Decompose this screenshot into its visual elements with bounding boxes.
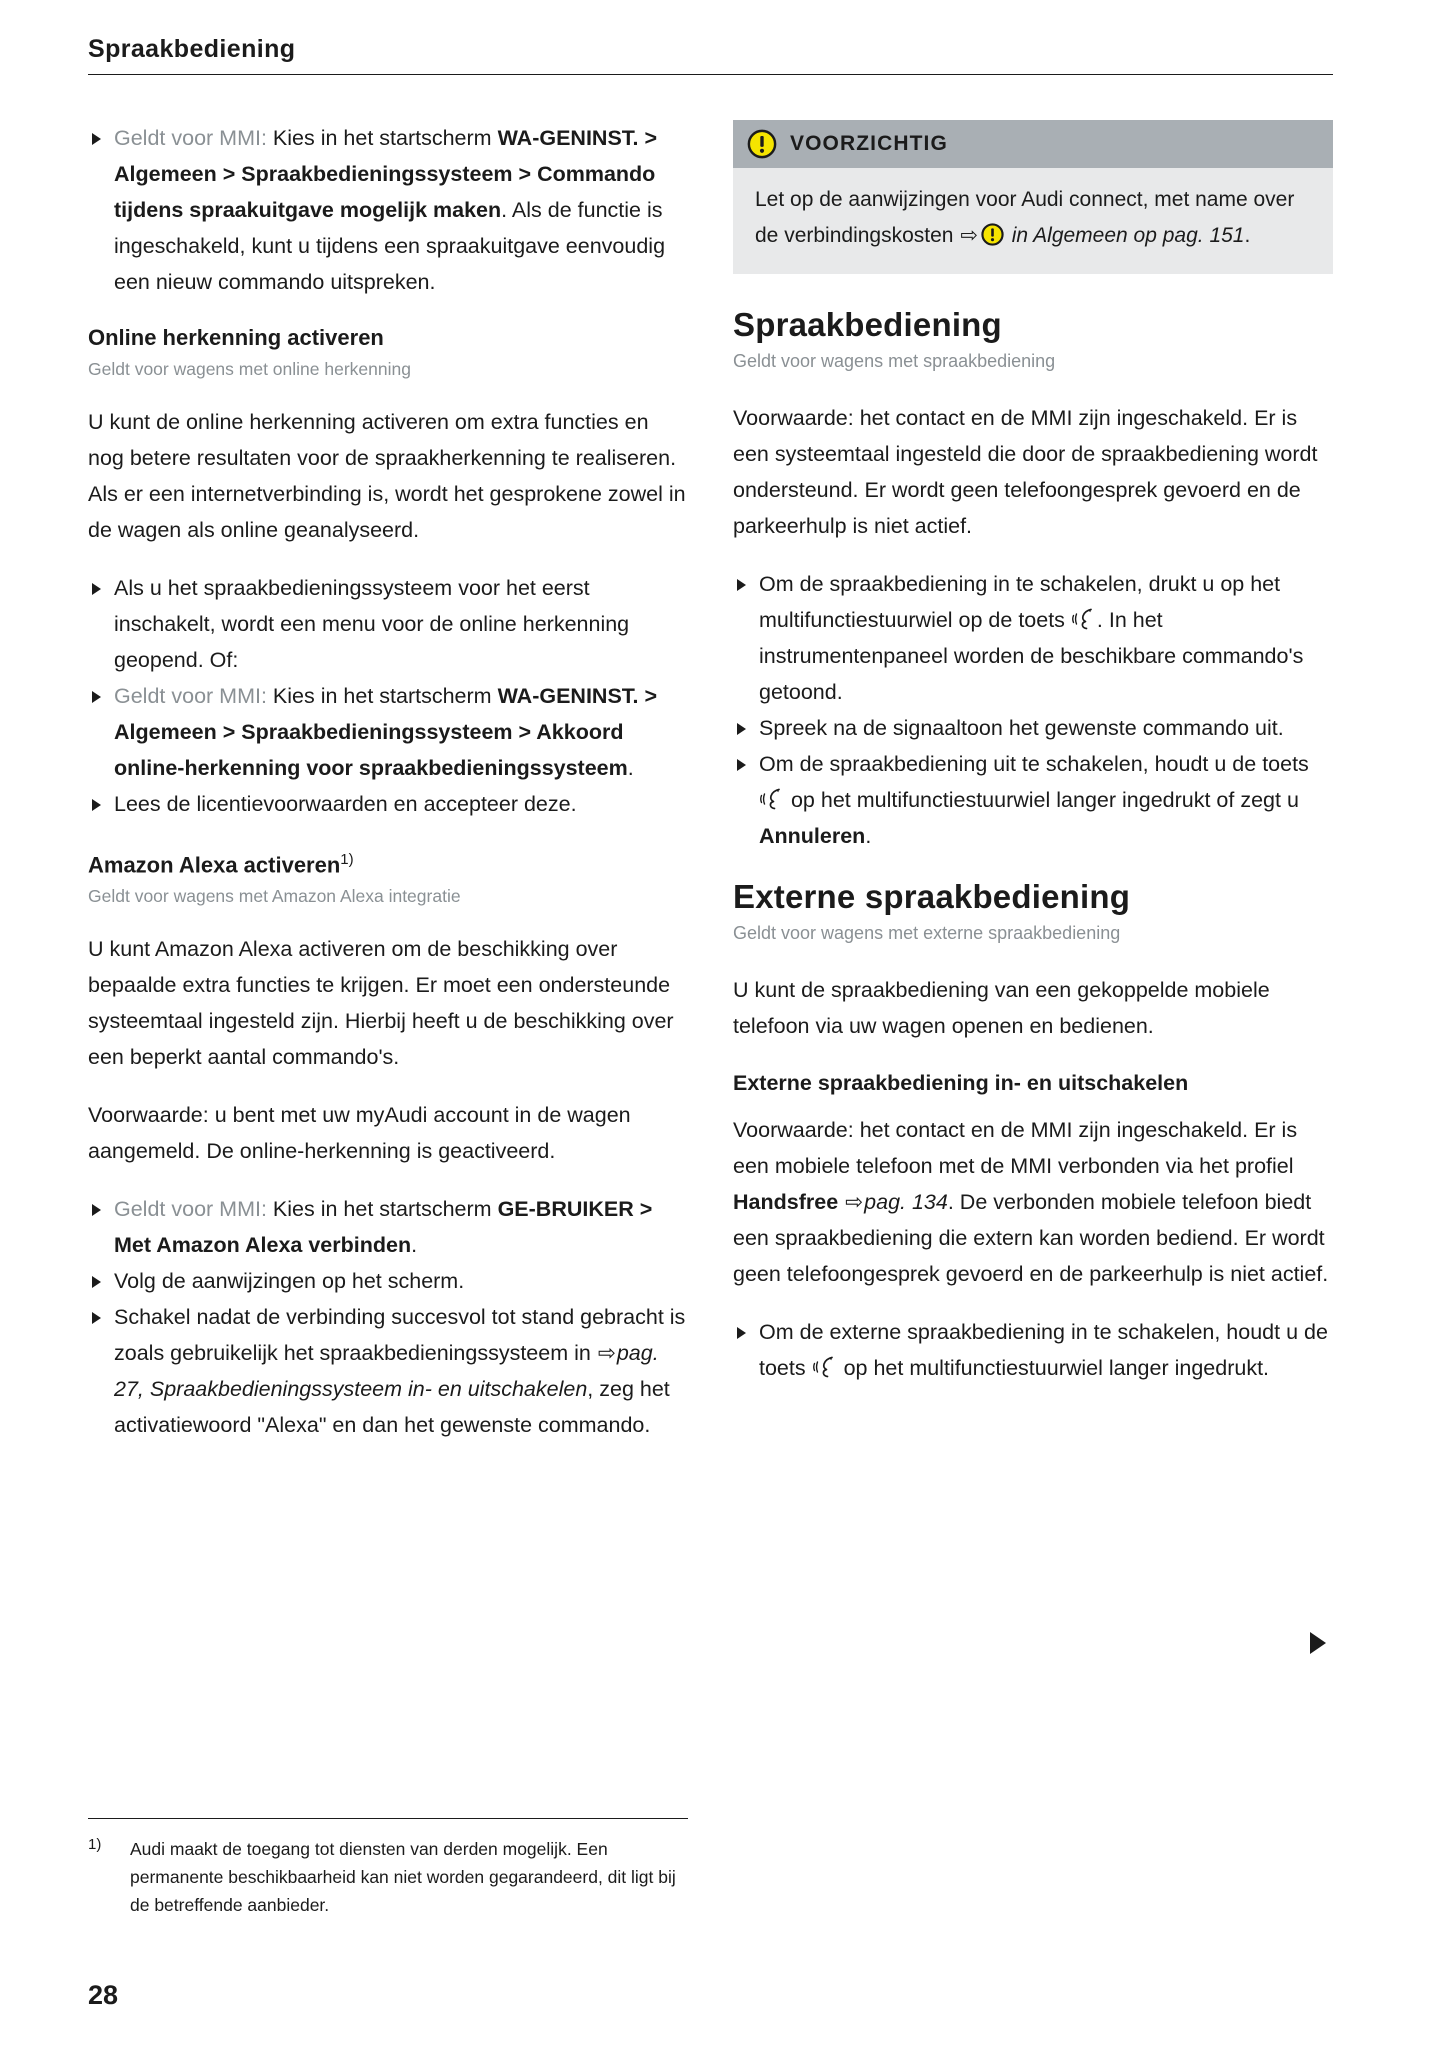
external-bullet-list bbox=[733, 1314, 1333, 1386]
bullet-text-tail: , zeg het activatiewoord "Alexa" en dan het gewenste commando. bbox=[114, 1377, 670, 1438]
footnote-area bbox=[88, 1818, 688, 1919]
list-item bbox=[88, 120, 688, 300]
caution-reference-italic: in Algemeen op pag. 151 bbox=[1005, 224, 1245, 247]
voice-control-key-icon bbox=[812, 1355, 838, 1379]
caution-text: Let op de aanwijzingen voor Audi connect, met name over de verbindingskosten bbox=[755, 188, 1295, 247]
bullet-text-tail: . bbox=[411, 1233, 418, 1258]
bullet-text: Om de externe spraakbediening in te schakelen, houdt u de toets bbox=[759, 1320, 1328, 1380]
list-item bbox=[733, 1314, 1333, 1386]
caution-box-header bbox=[733, 120, 1333, 168]
section-subheading-externe-spraakbediening: Geldt voor wagens met externe spraakbediening bbox=[733, 923, 1121, 943]
bullet-text: Spreek na de signaaltoon het gewenste commando uit. bbox=[759, 716, 1284, 740]
list-item bbox=[88, 1191, 688, 1263]
menu-path-4: Akkoord online-herkenning voor spraakbedieningssysteem bbox=[114, 720, 628, 780]
cross-reference-target: pag. 134 bbox=[864, 1190, 948, 1214]
left-column bbox=[88, 120, 688, 1465]
mmi-top-bullet-list bbox=[88, 120, 688, 300]
bullet-triangle-icon bbox=[92, 1204, 101, 1216]
menu-path-2: Met Amazon Alexa verbinden bbox=[114, 1233, 412, 1258]
condition-label: Geldt voor MMI: bbox=[114, 684, 267, 708]
bullet-text: Lees de licentievoorwaarden en accepteer deze. bbox=[114, 792, 577, 816]
menu-path-4: Commando tijdens spraakuitgave mogelijk maken bbox=[114, 162, 656, 222]
section-heading-externe-spraakbediening: Externe spraakbediening bbox=[733, 878, 1131, 915]
bullet-text-tail: . bbox=[865, 824, 872, 848]
section-heading-spraakbediening: Spraakbediening bbox=[733, 306, 1002, 343]
warning-exclamation-icon bbox=[981, 223, 1004, 246]
menu-sep-1: > bbox=[633, 1197, 653, 1222]
voice-control-key-icon bbox=[1071, 607, 1097, 631]
list-item bbox=[88, 678, 688, 786]
bullet-triangle-icon bbox=[92, 691, 101, 703]
alexa-heading-text: Amazon Alexa activeren bbox=[88, 852, 341, 878]
page-number: 28 bbox=[88, 1980, 119, 2010]
list-item bbox=[88, 570, 688, 678]
cross-reference-arrow-icon: ⇨ bbox=[597, 1341, 616, 1366]
alexa-paragraph-1: U kunt Amazon Alexa activeren om de beschikking over bepaalde extra functies te krijgen. Er moet een ondersteunde systeemtaal ingesteld zijn. Hierbij heeft u de beschikking over een beperkt aantal commando's. bbox=[88, 937, 674, 1070]
cross-reference-arrow-icon: ⇨ bbox=[845, 1190, 864, 1214]
bullet-text-mid: op het multifunctiestuurwiel langer ingedrukt of zegt u bbox=[785, 788, 1299, 812]
online-recognition-paragraph: U kunt de online herkenning activeren om extra functies en nog betere resultaten voor de spraakherkenning te realiseren. Als er een internetverbinding is, wordt het gesprokene zowel in de wagen als online geanalyseerd. bbox=[88, 410, 686, 542]
bullet-text: Kies in het startscherm bbox=[266, 126, 498, 150]
bullet-text: Om de spraakbediening uit te schakelen, houdt u de toets bbox=[759, 752, 1309, 776]
bullet-triangle-icon bbox=[737, 759, 746, 771]
menu-path-1: GE-BRUIKER bbox=[497, 1197, 634, 1222]
cross-reference-target: pag. 27, Spraakbedieningssysteem in- en uitschakelen bbox=[114, 1341, 659, 1402]
bullet-triangle-icon bbox=[92, 133, 101, 145]
page-title: Spraakbediening bbox=[88, 35, 296, 63]
external-condition-text: Voorwaarde: het contact en de MMI zijn ingeschakeld. Er is een mobiele telefoon met de MMI verbonden via het profiel bbox=[733, 1118, 1298, 1178]
list-item bbox=[88, 786, 688, 822]
header-divider bbox=[88, 74, 1333, 75]
external-subsection-heading: Externe spraakbediening in- en uitschakelen bbox=[733, 1071, 1189, 1095]
bullet-triangle-icon bbox=[737, 579, 746, 591]
spraakbediening-bullet-list bbox=[733, 566, 1333, 854]
bullet-triangle-icon bbox=[737, 1327, 746, 1339]
menu-sep-3: > bbox=[512, 162, 538, 186]
menu-path-3: Spraakbedieningssysteem bbox=[241, 720, 513, 744]
running-head bbox=[88, 35, 1333, 75]
right-column bbox=[733, 120, 1333, 1408]
continuation-arrow-icon bbox=[1310, 1632, 1326, 1654]
bullet-text: Als u het spraakbedieningssysteem voor het eerst inschakelt, wordt een menu voor de online herkenning geopend. Of: bbox=[114, 576, 630, 672]
external-condition-paragraph bbox=[733, 1112, 1333, 1292]
menu-path-1: WA-GENINST. bbox=[497, 126, 639, 150]
bullet-text: Schakel nadat de verbinding succesvol tot stand gebracht is zoals gebruikelijk het spraakbedieningssysteem in bbox=[114, 1305, 686, 1366]
bullet-text-tail: op het multifunctiestuurwiel langer ingedrukt. bbox=[837, 1356, 1270, 1380]
footnote bbox=[88, 1835, 688, 1919]
external-condition-text-tail: . De verbonden mobiele telefoon biedt een spraakbediening die extern kan worden bediend. Er wordt geen telefoongesprek gevoerd en de parkeerhulp is niet actief. bbox=[733, 1190, 1329, 1286]
menu-sep-3: > bbox=[512, 720, 537, 744]
online-recognition-heading: Online herkenning activeren bbox=[88, 325, 384, 350]
list-item bbox=[733, 566, 1333, 710]
caution-text-tail: . bbox=[1244, 224, 1251, 247]
external-paragraph: U kunt de spraakbediening van een gekoppelde mobiele telefoon via uw wagen openen en bedienen. bbox=[733, 978, 1270, 1038]
menu-path-2: Algemeen bbox=[114, 162, 217, 186]
menu-sep-1: > bbox=[638, 126, 658, 150]
caution-box-body bbox=[733, 168, 1333, 274]
footnote-mark: 1) bbox=[88, 1836, 102, 1853]
list-item bbox=[733, 710, 1333, 746]
footnote-divider bbox=[88, 1818, 688, 1819]
bullet-text-tail: . In het instrumentenpaneel worden de beschikbare commando's getoond. bbox=[759, 608, 1304, 704]
menu-sep-2: > bbox=[216, 720, 242, 744]
alexa-heading bbox=[88, 844, 688, 881]
bullet-triangle-icon bbox=[92, 583, 101, 595]
bullet-text: Om de spraakbediening in te schakelen, drukt u op het multifunctiestuurwiel op de toets bbox=[759, 572, 1281, 632]
menu-sep-1: > bbox=[638, 684, 658, 708]
caution-box-label: VOORZICHTIG bbox=[790, 132, 948, 155]
online-recognition-subheading: Geldt voor wagens met online herkenning bbox=[88, 359, 411, 379]
alexa-paragraph-2: Voorwaarde: u bent met uw myAudi account in de wagen aangemeld. De online-herkenning is geactiveerd. bbox=[88, 1103, 631, 1164]
bullet-triangle-icon bbox=[92, 1276, 101, 1288]
voice-control-key-icon bbox=[759, 787, 785, 811]
caution-box bbox=[733, 120, 1333, 274]
bullet-text: Volg de aanwijzingen op het scherm. bbox=[114, 1269, 465, 1294]
profile-handsfree: Handsfree bbox=[733, 1190, 839, 1214]
menu-path-1: WA-GENINST. bbox=[497, 684, 639, 708]
bullet-text: Kies in het startscherm bbox=[266, 1197, 498, 1222]
cross-reference-arrow-icon: ⇨ bbox=[960, 224, 978, 247]
section-paragraph: Voorwaarde: het contact en de MMI zijn ingeschakeld. Er is een systeemtaal ingesteld die door de spraakbediening wordt ondersteund. Er wordt geen telefoongesprek gevoerd en de parkeerhulp is niet actief. bbox=[733, 406, 1318, 538]
list-item bbox=[88, 1299, 688, 1443]
online-recognition-bullet-list bbox=[88, 570, 688, 822]
menu-sep-2: > bbox=[216, 162, 242, 186]
warning-exclamation-icon bbox=[747, 129, 777, 159]
condition-label: Geldt voor MMI: bbox=[114, 1197, 267, 1222]
bullet-triangle-icon bbox=[92, 1312, 101, 1324]
bullet-text: Kies in het startscherm bbox=[266, 684, 498, 708]
alexa-subheading: Geldt voor wagens met Amazon Alexa integratie bbox=[88, 886, 461, 907]
footnote-text: Audi maakt de toegang tot diensten van derden mogelijk. Een permanente beschikbaarheid kan niet worden gegarandeerd, dit ligt bij de betreffende aanbieder. bbox=[130, 1839, 676, 1915]
bullet-text-tail: . Als de functie is ingeschakeld, kunt u tijdens een spraakuitgave eenvoudig een nieuw commando uitspreken. bbox=[114, 198, 666, 294]
bullet-triangle-icon bbox=[92, 799, 101, 811]
section-subheading-spraakbediening: Geldt voor wagens met spraakbediening bbox=[733, 351, 1056, 371]
menu-path-2: Algemeen bbox=[114, 720, 217, 744]
bullet-text-tail: . bbox=[627, 756, 634, 780]
menu-path-3: Spraakbedieningssysteem bbox=[241, 162, 513, 186]
voice-command-annuleren: Annuleren bbox=[759, 824, 866, 848]
list-item bbox=[88, 1263, 688, 1299]
bullet-triangle-icon bbox=[737, 723, 746, 735]
condition-label: Geldt voor MMI: bbox=[114, 126, 267, 150]
alexa-bullet-list bbox=[88, 1191, 688, 1443]
alexa-heading-footnote-mark: 1) bbox=[340, 851, 354, 868]
list-item bbox=[733, 746, 1333, 854]
